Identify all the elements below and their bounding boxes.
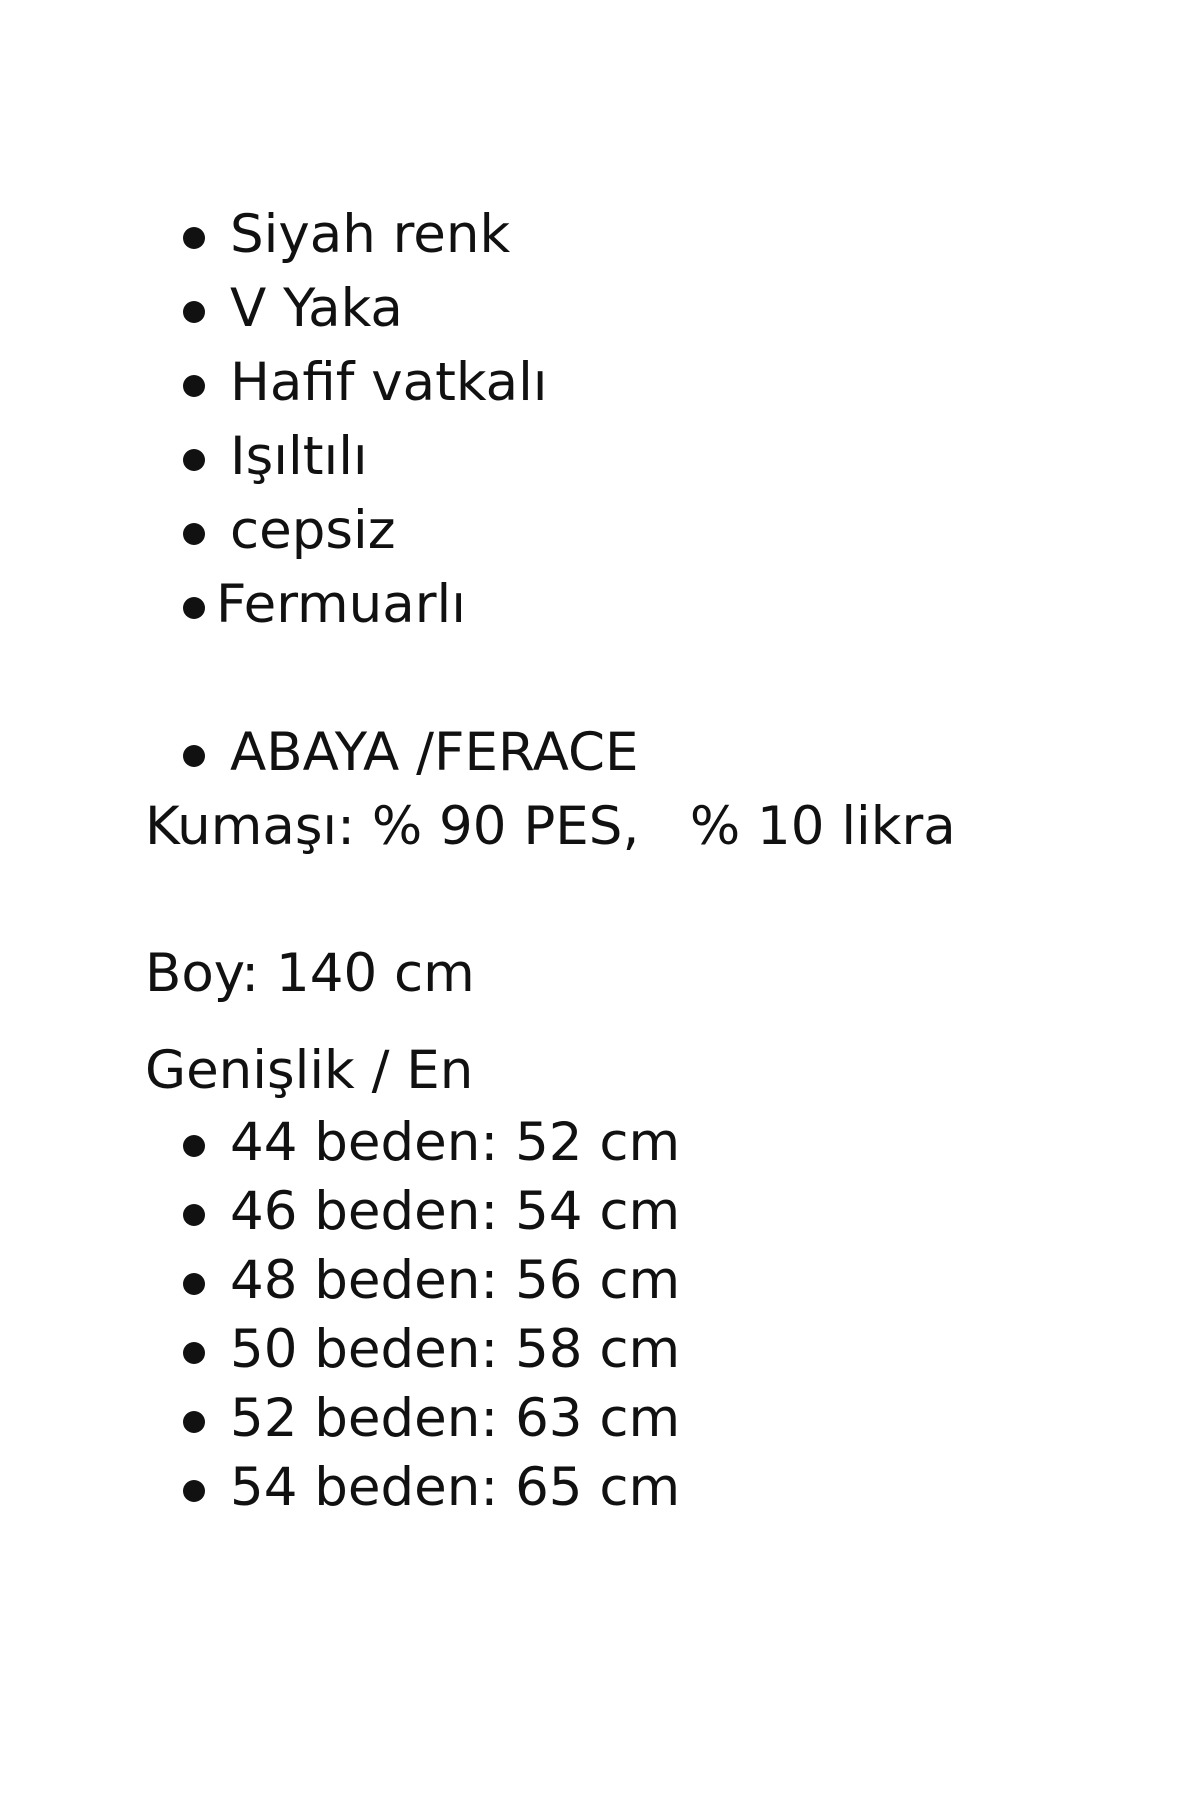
feature-text: V Yaka bbox=[230, 278, 403, 339]
bullet-icon bbox=[183, 1480, 205, 1502]
width-heading: Genişlik / En bbox=[145, 1040, 474, 1101]
bullet-icon bbox=[183, 597, 205, 619]
bullet-icon bbox=[183, 1273, 205, 1295]
size-text: 46 beden: 54 cm bbox=[230, 1181, 681, 1242]
size-text: 52 beden: 63 cm bbox=[230, 1388, 681, 1449]
bullet-icon bbox=[183, 523, 205, 545]
size-text: 54 beden: 65 cm bbox=[230, 1457, 681, 1518]
bullet-icon bbox=[183, 1342, 205, 1364]
bullet-icon bbox=[183, 1135, 205, 1157]
feature-text: cepsiz bbox=[230, 500, 396, 561]
feature-text: Siyah renk bbox=[230, 204, 511, 265]
bullet-icon bbox=[183, 227, 205, 249]
bullet-icon bbox=[183, 301, 205, 323]
feature-text: Işıltılı bbox=[230, 426, 368, 487]
feature-text: Fermuarlı bbox=[216, 574, 466, 635]
size-text: 44 beden: 52 cm bbox=[230, 1112, 681, 1173]
product-type-text: ABAYA /FERACE bbox=[230, 722, 639, 783]
bullet-icon bbox=[183, 745, 205, 767]
bullet-icon bbox=[183, 1411, 205, 1433]
size-text: 50 beden: 58 cm bbox=[230, 1319, 681, 1380]
fabric-composition: Kumaşı: % 90 PES, % 10 likra bbox=[145, 796, 956, 857]
bullet-icon bbox=[183, 449, 205, 471]
size-text: 48 beden: 56 cm bbox=[230, 1250, 681, 1311]
size-item bbox=[0, 1457, 681, 1673]
length-info: Boy: 140 cm bbox=[145, 943, 475, 1004]
feature-text: Hafif vatkalı bbox=[230, 352, 548, 413]
bullet-icon bbox=[183, 375, 205, 397]
bullet-icon bbox=[183, 1204, 205, 1226]
